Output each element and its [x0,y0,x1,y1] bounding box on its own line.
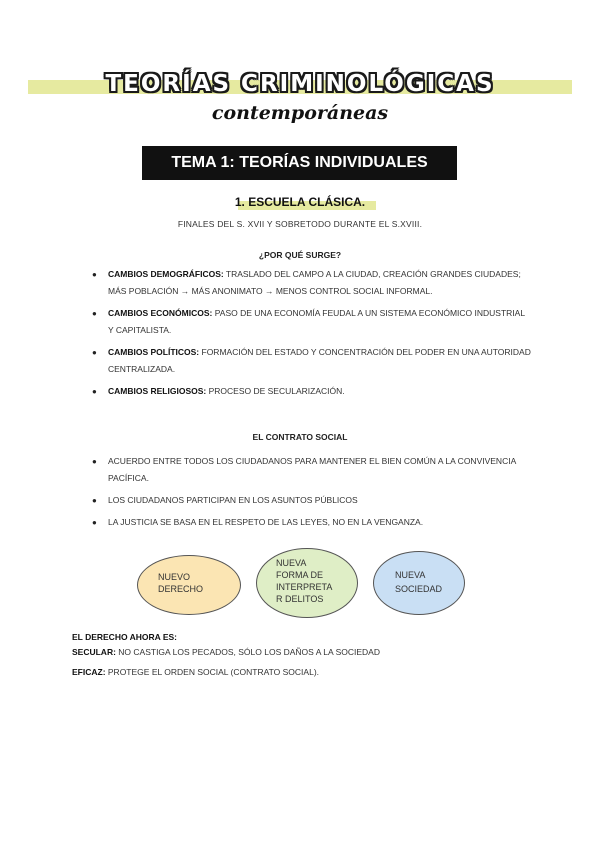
secular-text: NO CASTIGA LOS PECADOS, SÓLO LOS DAÑOS A LA SOCIEDAD [115,647,380,657]
item-label: CAMBIOS POLÍTICOS: [108,347,200,357]
derecho-eficaz [72,667,319,677]
oval-line: R DELITOS [276,594,324,604]
oval-line: NUEVA [276,558,307,568]
oval-line: SOCIEDAD [395,584,443,594]
list-item [92,305,532,339]
oval-line: FORMA DE [276,570,324,580]
oval-nuevo-derecho [137,555,241,615]
list-item [92,266,532,300]
contrato-list [92,453,532,536]
oval-line: INTERPRETA [276,582,333,592]
list-item [92,344,532,378]
eficaz-label: EFICAZ: [72,667,106,677]
oval-line: NUEVA [395,570,426,580]
list-item: ● ACUERDO ENTRE TODOS LOS CIUDADANOS PARA MANTENER EL BIEN COMÚN A LA CONVIVENCIA PACÍFICA. [92,453,532,487]
item-text: PASO DE UNA ECONOMÍA FEUDAL A UN SISTEMA ECONÓMICO INDUSTRIAL Y CAPITALISTA. [108,308,525,335]
eficaz-text: PROTEGE EL ORDEN SOCIAL (CONTRATO SOCIAL). [105,667,320,677]
oval-line: DERECHO [158,584,204,594]
item-label: CAMBIOS DEMOGRÁFICOS: [108,269,224,279]
oval-nueva-forma [256,548,358,618]
oval-line: NUEVO [158,572,191,582]
page-subtitle: contemporáneas [211,102,389,124]
list-item: ● LOS CIUDADANOS PARTICIPAN EN LOS ASUNTOS PÚBLICOS [92,492,532,509]
derecho-secular [72,647,380,657]
secular-label: SECULAR: [72,647,116,657]
derecho-heading: EL DERECHO AHORA ES: [72,632,178,642]
contrato-heading: EL CONTRATO SOCIAL [252,432,348,442]
section-title: 1. ESCUELA CLÁSICA. [234,195,366,209]
list-item [92,383,532,400]
tema-banner: TEMA 1: TEORÍAS INDIVIDUALES [142,146,457,180]
why-list [92,266,532,405]
section-subtitle: FINALES DEL S. XVII Y SOBRETODO DURANTE EL S.XVIII. [177,219,423,229]
list-item: ● LA JUSTICIA SE BASA EN EL RESPETO DE LAS LEYES, NO EN LA VENGANZA. [92,514,532,531]
item-text: FORMACIÓN DEL ESTADO Y CONCENTRACIÓN DEL PODER EN UNA AUTORIDAD CENTRALIZADA. [108,347,531,374]
oval-nueva-sociedad [373,551,465,615]
item-text: TRASLADO DEL CAMPO A LA CIUDAD, CREACIÓN GRANDES CIUDADES; MÁS POBLACIÓN → MÁS ANONIMATO → MENOS CONTROL SOCIAL INFORMAL. [108,269,521,296]
item-label: CAMBIOS ECONÓMICOS: [108,308,213,318]
page-title: TEORÍAS CRIMINOLÓGICAS [105,71,495,97]
why-heading: ¿POR QUÉ SURGE? [258,250,342,260]
item-label: CAMBIOS RELIGIOSOS: [108,386,207,396]
item-text: PROCESO DE SECULARIZACIÓN. [206,386,345,396]
